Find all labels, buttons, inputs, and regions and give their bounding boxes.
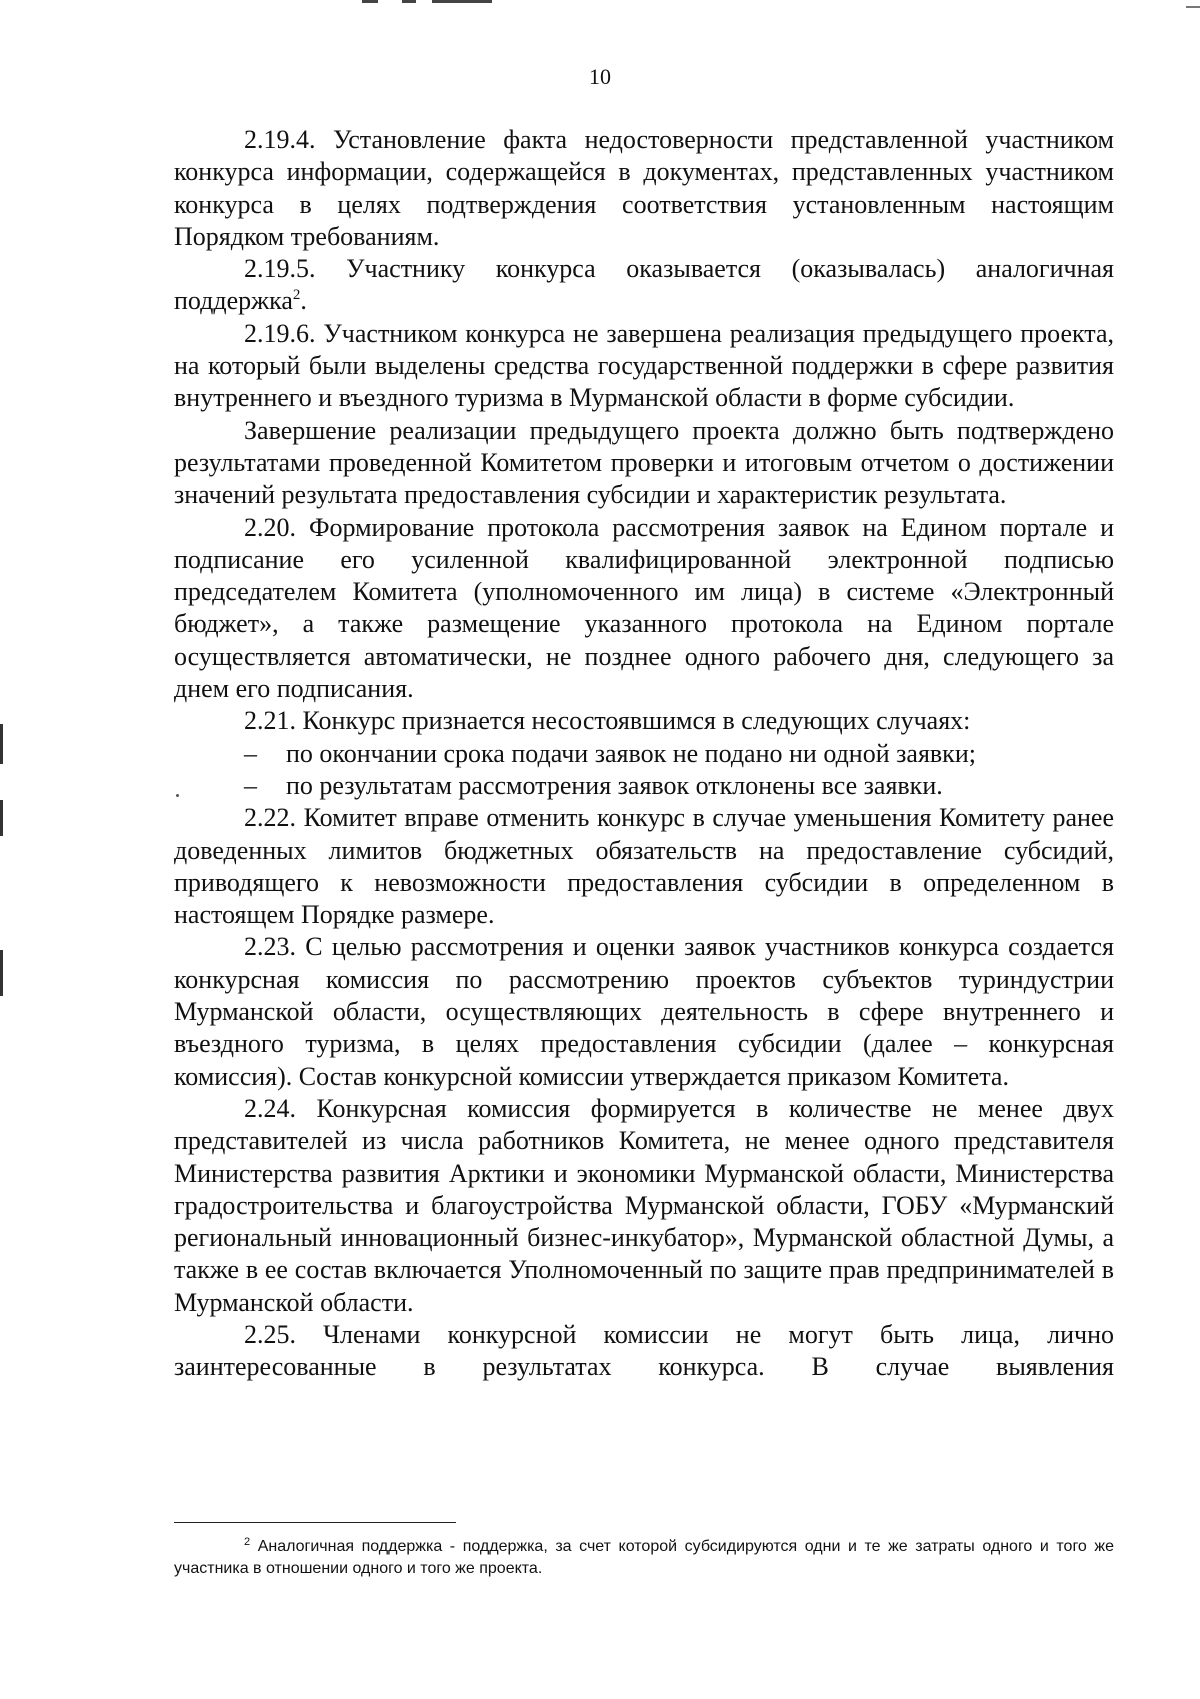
scan-artifact-edge: [0, 800, 3, 836]
footnote-text: Аналогичная поддержка - поддержка, за счет которой субсидируются одни и те же затраты одного и того же участника в отношении одного и того же проекта.: [174, 1538, 1114, 1577]
footnote-separator: [174, 1522, 456, 1523]
scan-artifact-corner: [1186, 6, 1200, 20]
paragraph-2-23: 2.23. С целью рассмотрения и оценки заявок участников конкурса создается конкурсная комиссия по рассмотрению проектов субъектов туриндустрии Мурманской области, осуществляющих деятельность в сфере внутреннего и въездного туризма, в целях предоставления субсидии (далее – конкурсная комиссия). Состав конкурсной комиссии утверждается приказом Комитета.: [174, 932, 1114, 1091]
footnote-mark: 2: [244, 1536, 251, 1548]
scan-artifact-edge: [0, 724, 3, 764]
list-item-text: по результатам рассмотрения заявок отклонены все заявки.: [286, 770, 943, 800]
paragraph-2-19-5-text: 2.19.5. Участнику конкурса оказывается (оказывалась) аналогичная поддержка: [174, 254, 1114, 316]
footnote: [174, 1536, 1114, 1580]
paragraph-2-19-5-tail: .: [300, 286, 307, 316]
paragraph-2-19-5: [174, 253, 1114, 318]
paragraph-2-19-4: 2.19.4. Установление факта недостоверности представленной участником конкурса информации, содержащейся в документах, представленных участником конкурса в целях подтверждения соответствия установленным настоящим Порядком требованиям.: [174, 125, 1114, 251]
list-item-text: по окончании срока подачи заявок не подано ни одной заявки;: [286, 738, 976, 768]
paragraph-completion: Завершение реализации предыдущего проекта должно быть подтверждено результатами проведенной Комитетом проверки и итоговым отчетом о достижении значений результата предоставления субсидии и характеристик результата.: [174, 415, 1114, 510]
paragraph-2-21: 2.21. Конкурс признается несостоявшимся в следующих случаях:: [244, 706, 971, 736]
paragraph-2-19-6: 2.19.6. Участником конкурса не завершена реализация предыдущего проекта, на который были выделены средства государственной поддержки в сфере развития внутреннего и въездного туризма в Мурманской области в форме субсидии.: [174, 318, 1114, 413]
scan-artifact-top: [362, 0, 492, 4]
paragraph-2-22: 2.22. Комитет вправе отменить конкурс в случае уменьшения Комитету ранее доведенных лимитов бюджетных обязательств на предоставление субсидий, приводящего к невозможности предоставления субсидии в определенном в настоящем Порядке размере.: [174, 803, 1114, 930]
footnote-ref: 2: [292, 287, 301, 304]
scan-artifact-edge: [0, 950, 3, 996]
list-dash: –: [244, 738, 257, 768]
list-dash: –: [244, 770, 257, 800]
paragraph-2-25: 2.25. Членами конкурсной комиссии не могут быть лица, лично заинтересованные в результатах конкурса. В случае выявления: [174, 1319, 1114, 1382]
paragraph-2-20: 2.20. Формирование протокола рассмотрения заявок на Едином портале и подписание его усиленной квалифицированной электронной подписью председателем Комитета (уполномоченного им лица) в системе «Электронный бюджет», а также размещение указанного протокола на Едином портале осуществляется автоматически, не позднее одного рабочего дня, следующего за днем его подписания.: [174, 512, 1114, 704]
list-item: [174, 770, 1114, 802]
page-number: 10: [589, 64, 611, 89]
paragraph-2-24: 2.24. Конкурсная комиссия формируется в количестве не менее двух представителей из числа работников Комитета, не менее одного представителя Министерства развития Арктики и экономики Мурманской области, Министерства градостроительства и благоустройства Мурманской области, ГОБУ «Мурманский региональный инновационный бизнес-инкубатор», Мурманской областной Думы, а также в ее состав включается Уполномоченный по защите прав предпринимателей в Мурманской области.: [174, 1093, 1114, 1317]
list-item: [174, 738, 1114, 770]
document-body: [174, 124, 1114, 1384]
